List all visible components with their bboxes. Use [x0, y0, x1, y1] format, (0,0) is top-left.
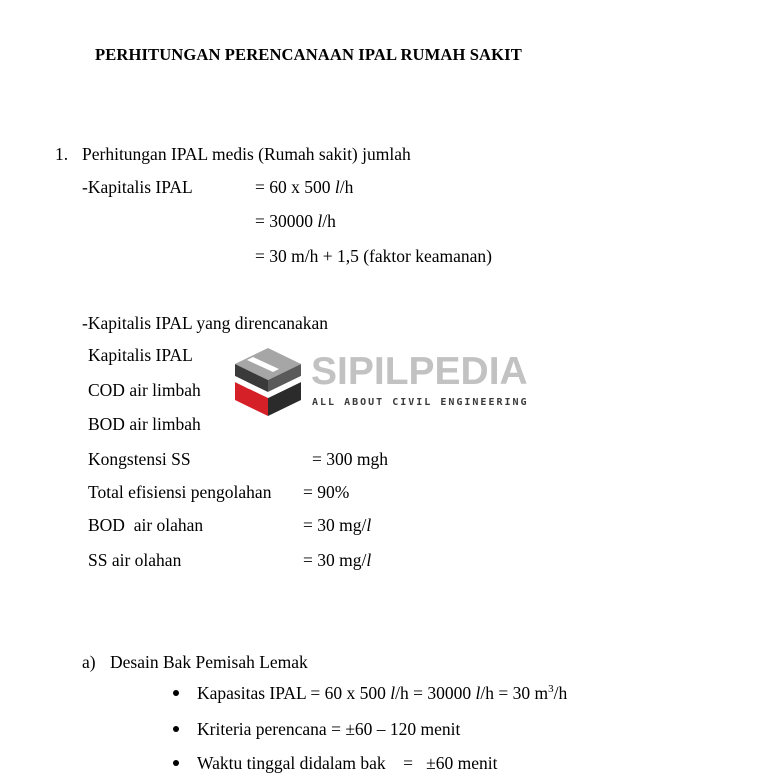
bullet-icon [173, 726, 179, 732]
bullet-text: /h = 30000 [395, 683, 476, 703]
parameter-value-unit: l [366, 515, 372, 535]
calc-unit: l [334, 177, 340, 197]
calc-text: = 30 m/h + 1,5 (faktor keamanan) [255, 246, 492, 266]
parameter-value: = 90% [303, 482, 350, 502]
bullet-item [197, 683, 567, 703]
parameter-label: Total efisiensi pengolahan [88, 482, 272, 502]
calc-line [255, 246, 492, 266]
bullet-item: Kriteria perencana = ±60 – 120 menit [197, 719, 461, 739]
parameter-label: BOD air olahan [88, 515, 204, 535]
parameter-value-text: = 30 mg/ [303, 550, 367, 570]
parameter-value-text: = 30 mg/ [303, 515, 367, 535]
calc-text: /h [322, 211, 336, 231]
calc-line [255, 177, 353, 197]
parameter-label: COD air limbah [88, 380, 201, 400]
calc-unit: l [317, 211, 323, 231]
calc-text: = 60 x 500 [255, 177, 335, 197]
parameter-value [303, 515, 371, 535]
calc-text: = 30000 [255, 211, 318, 231]
watermark-tagline: ALL ABOUT CIVIL ENGINEERING [312, 397, 529, 408]
bullet-icon [173, 760, 179, 766]
section-number: 1. [55, 144, 69, 164]
watermark-brand: SIPILPEDIA [311, 350, 528, 393]
parameter-label: Kapitalis IPAL [88, 345, 193, 365]
bullet-text: Kapasitas IPAL = 60 x 500 [197, 683, 391, 703]
subsection-heading: Desain Bak Pemisah Lemak [110, 652, 308, 672]
bullet-unit: l [475, 683, 481, 703]
subsection-marker: a) [82, 652, 96, 672]
parameter-value [303, 550, 371, 570]
parameter-value: = 300 mgh [312, 449, 388, 469]
bullet-unit: l [390, 683, 396, 703]
parameter-label: Kongstensi SS [88, 449, 191, 469]
document-title: PERHITUNGAN PERENCANAAN IPAL RUMAH SAKIT [95, 45, 522, 64]
calc-line [255, 211, 336, 231]
kapitalis-label: -Kapitalis IPAL [82, 177, 193, 197]
sipilpedia-logo-icon [235, 348, 301, 416]
parameter-value-unit: l [366, 550, 372, 570]
bullet-superscript: 3 [548, 683, 554, 695]
bullet-text: /h [553, 683, 568, 703]
bullet-icon [173, 690, 179, 696]
planned-heading: -Kapitalis IPAL yang direncanakan [82, 313, 329, 333]
parameter-label: BOD air limbah [88, 414, 201, 434]
calc-text: /h [339, 177, 354, 197]
section-heading: Perhitungan IPAL medis (Rumah sakit) jumlah [82, 144, 411, 164]
parameter-label: SS air olahan [88, 550, 182, 570]
bullet-text: /h = 30 m [480, 683, 549, 703]
bullet-item: Waktu tinggal didalam bak = ±60 menit [197, 753, 498, 773]
